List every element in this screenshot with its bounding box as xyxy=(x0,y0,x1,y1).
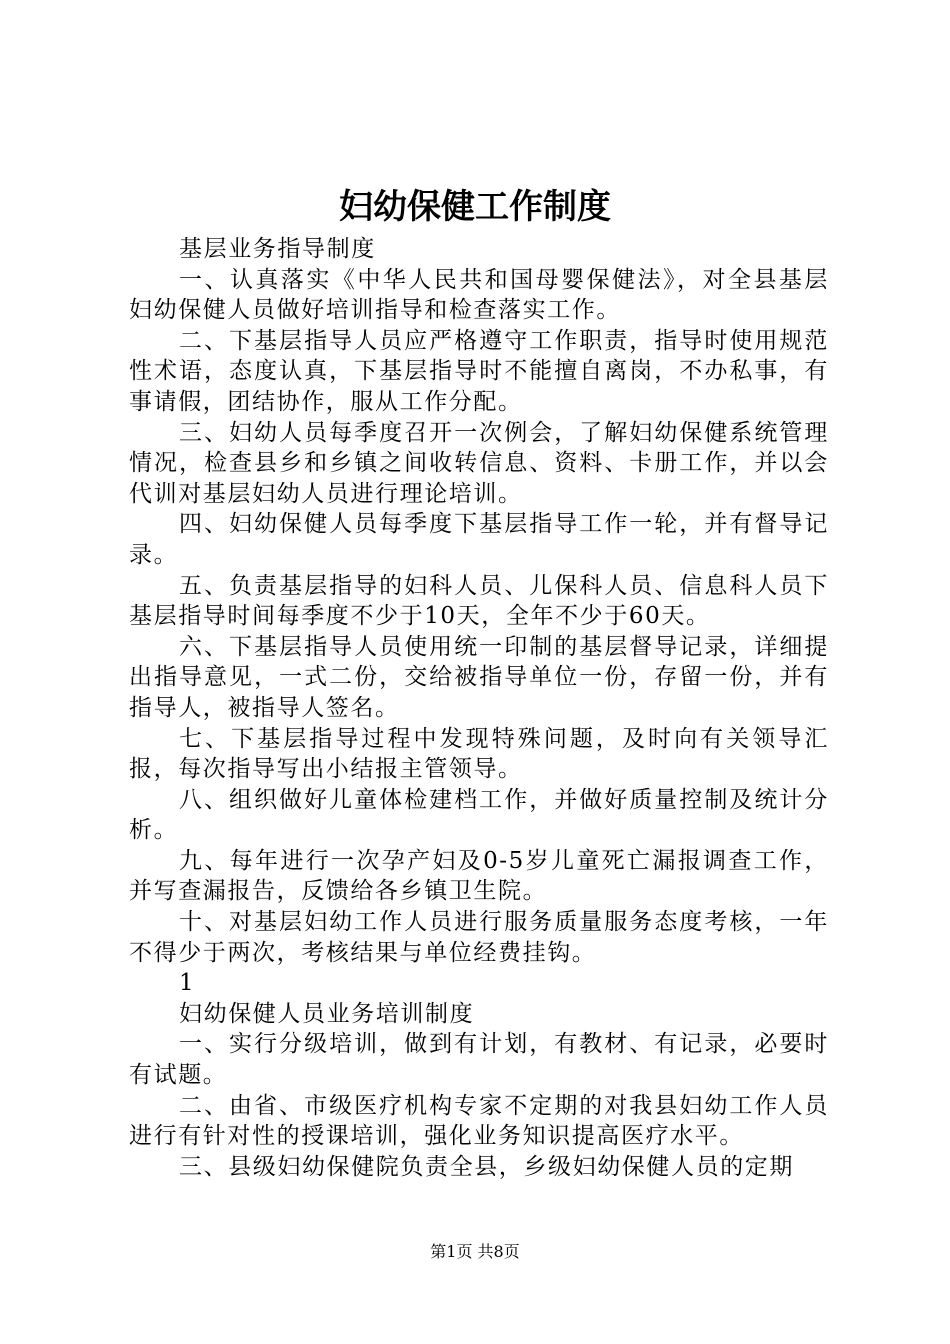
stray-number: 1 xyxy=(179,970,196,997)
document-title: 妇幼保健工作制度 xyxy=(339,187,611,227)
paragraph: 八、组织做好儿童体检建档工作，并做好质量控制及统计分析。 xyxy=(129,786,829,844)
paragraph: 二、下基层指导人员应严格遵守工作职责，指导时使用规范性术语，态度认真，下基层指导时不能擅自离岗，不办私事，有事请假，团结协作，服从工作分配。 xyxy=(129,327,829,415)
paragraph: 七、下基层指导过程中发现特殊问题，及时向有关领导汇报，每次指导写出小结报主管领导。 xyxy=(129,725,829,783)
paragraph: 一、实行分级培训，做到有计划，有教材、有记录，必要时有试题。 xyxy=(129,1031,829,1089)
paragraph: 九、每年进行一次孕产妇及0-5岁儿童死亡漏报调查工作，并写查漏报告，反馈给各乡镇卫生院。 xyxy=(129,847,829,905)
paragraph: 五、负责基层指导的妇科人员、儿保科人员、信息科人员下基层指导时间每季度不少于10天，全年不少于60天。 xyxy=(129,572,829,630)
paragraph: 二、由省、市级医疗机构专家不定期的对我县妇幼工作人员进行有针对性的授课培训，强化业务知识提高医疗水平。 xyxy=(129,1092,829,1150)
section-heading: 妇幼保健人员业务培训制度 xyxy=(179,1000,475,1027)
document-body xyxy=(129,234,829,1182)
paragraph: 六、下基层指导人员使用统一印制的基层督导记录，详细提出指导意见，一式二份，交给被指导单位一份，存留一份，并有指导人，被指导人签名。 xyxy=(129,633,829,721)
paragraph: 三、妇幼人员每季度召开一次例会，了解妇幼保健系统管理情况，检查县乡和乡镇之间收转信息、资料、卡册工作，并以会代训对基层妇幼人员进行理论培训。 xyxy=(129,419,829,507)
page-footer: 第1页 共8页 xyxy=(430,1242,520,1261)
paragraph: 三、县级妇幼保健院负责全县，乡级妇幼保健人员的定期 xyxy=(179,1153,794,1180)
paragraph: 十、对基层妇幼工作人员进行服务质量服务态度考核，一年不得少于两次，考核结果与单位经费挂钩。 xyxy=(129,909,829,966)
paragraph: 四、妇幼保健人员每季度下基层指导工作一轮，并有督导记录。 xyxy=(129,511,829,568)
section-heading: 基层业务指导制度 xyxy=(179,236,376,262)
paragraph: 一、认真落实《中华人民共和国母婴保健法》，对全县基层妇幼保健人员做好培训指导和检查落实工作。 xyxy=(129,266,829,324)
